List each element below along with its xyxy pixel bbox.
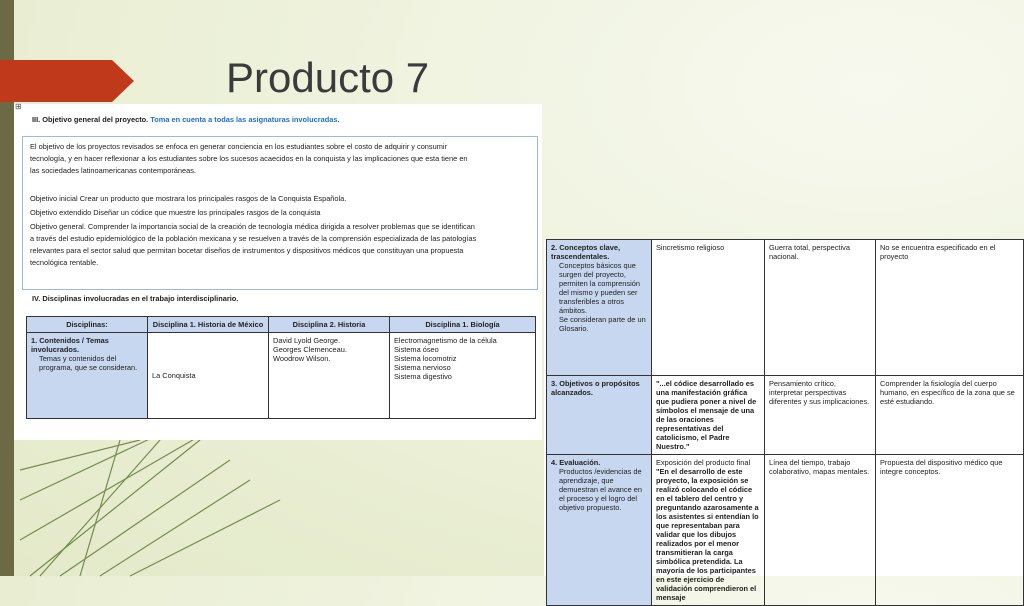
section4-heading: IV. Disciplinas involucradas en el trabajo interdisciplinario. (32, 294, 239, 303)
row-label-desc: Conceptos básicos que surgen del proyecto, permiten la comprensión del mismo y pueden ser transferibles a otros ámbitos. Se consideran parte de un Glosario. (559, 261, 646, 333)
move-handle-icon: ⊞ (15, 102, 22, 111)
paragraph-line-2: tecnología, y en hacer reflexionar a los estudiantes sobre los sucesos acaecidos en la conquista y las implicaciones que esta tiene en (30, 154, 468, 163)
table-cell-intro: Exposición del producto final (656, 458, 751, 467)
table-cell: Propuesta del dispositivo médico que integre conceptos. (876, 455, 1024, 606)
objetivo-general-line-2: a través del estudio epidemiológico de la población mexicana y se resuelven a través de la comprensión especializada de las patologías (30, 234, 477, 243)
objetivo-general-line-1: Objetivo general. Comprender la importancia social de la creación de tecnología médica dirigida a resolver problemas que se identifican (30, 222, 475, 231)
slide-title: Producto 7 (226, 54, 430, 101)
table-cell: Electromagnetismo de la célula Sistema óseo Sistema locomotriz Sistema nervioso Sistema digestivo (390, 333, 536, 419)
disciplines-table (26, 316, 536, 419)
table-row (547, 455, 1024, 606)
table-cell: "En el desarrollo de este proyecto, la exposición se realizó colocando el códice en el tablero del centro y preguntando azarosamente a los asistentes si entendían lo que representaban para validar que los dibujos realizados por el menor transmitieran la carga simbólica pretendida. La mayoría de los participantes en este ejercicio de validación comprendieron el mensaje (656, 467, 759, 602)
table-cell: Línea del tiempo, trabajo colaborativo, mapas mentales. (765, 455, 876, 606)
section3-heading: III. Objetivo general del proyecto. (32, 115, 149, 124)
document-screenshot-2 (544, 240, 1024, 602)
objetivo-inicial: Objetivo inicial Crear un producto que mostrara los principales rasgos de la Conquista Española. (30, 194, 347, 203)
table-header: Disciplina 1. Biología (390, 317, 536, 333)
paragraph-line-1: El objetivo de los proyectos revisados se enfoca en generar conciencia en los estudiantes sobre el costo de adquirir y consumir (30, 142, 447, 151)
row-label-title: 2. Conceptos clave, trascendentales. (551, 243, 621, 261)
evaluation-table (546, 239, 1024, 606)
objetivo-general-line-3: relevantes para el sector salud que permitan bocetar diseños de instrumentos y dispositivos médicos que constituyan una propuesta (30, 246, 464, 255)
document-screenshot-1 (14, 104, 542, 440)
table-cell: La Conquista (148, 333, 269, 419)
row-label (27, 333, 148, 419)
row-label-title: 3. Objetivos o propósitos alcanzados. (551, 379, 640, 397)
table-header: Disciplinas: (27, 317, 148, 333)
table-cell: David Lyold George. Georges Clemenceau. Woodrow Wilson. (269, 333, 390, 419)
row-label-title: 1. Contenidos / Temas involucrados. (31, 336, 109, 354)
title-arrow-shape (0, 60, 134, 102)
table-cell: No se encuentra especificado en el proyecto (876, 240, 1024, 376)
row-label-desc: Temas y contenidos del programa, que se consideran. (39, 354, 138, 372)
table-row (547, 376, 1024, 455)
table-header: Disciplina 2. Historia (269, 317, 390, 333)
table-header: Disciplina 1. Historia de México (148, 317, 269, 333)
objetivo-extendido: Objetivo extendido Diseñar un códice que muestre los principales rasgos de la conquista (30, 208, 321, 217)
table-cell: Guerra total, perspectiva nacional. (765, 240, 876, 376)
section3-note: Toma en cuenta a todas las asignaturas involucradas. (150, 115, 340, 124)
table-cell: Sincretismo religioso (652, 240, 765, 376)
table-row (547, 240, 1024, 376)
table-cell: "...el códice desarrollado es una manifestación gráfica que pudiera poner a nivel de símbolos el mensaje de una de las oraciones representativas del catolicismo, el Padre Nuestro." (652, 376, 765, 455)
table-cell: Comprender la fisiología del cuerpo humano, en específico de la zona que se esté estudiando. (876, 376, 1024, 455)
row-label-title: 4. Evaluación. (551, 458, 601, 467)
table-cell: Pensamiento crítico, interpretar perspectivas diferentes y sus implicaciones. (765, 376, 876, 455)
objetivo-general-line-4: tecnológica rentable. (30, 258, 99, 267)
paragraph-line-3: las sociedades latinoamericanas contemporáneas. (30, 166, 196, 175)
row-label-desc: Productos /evidencias de aprendizaje, que demuestran el avance en el proceso y el logro del objetivo propuesto. (559, 467, 642, 512)
